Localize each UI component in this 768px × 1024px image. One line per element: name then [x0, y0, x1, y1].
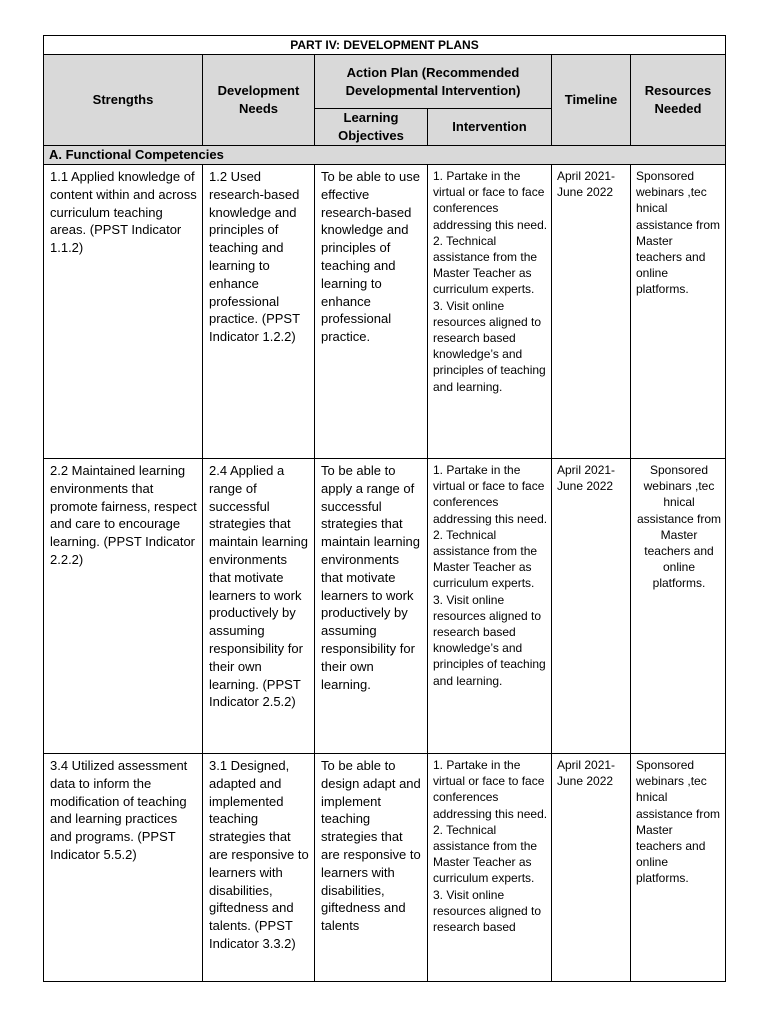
- development-plans-table: [43, 35, 726, 982]
- intervention-item: 2. Technical assistance from the Master Teacher as curriculum experts.: [433, 233, 538, 297]
- header-resources-needed: Resources Needed: [631, 55, 726, 146]
- development-need-cell: [203, 754, 315, 982]
- learning-objective-cell: [315, 754, 428, 982]
- intervention-item: 2. Technical assistance from the Master Teacher as curriculum experts.: [433, 527, 538, 591]
- development-need-text: 3.1 Designed, adapted and implemented teaching strategies that are responsive to learners with disabilities, giftedness and talents. (PPST Indicator 3.3.2): [209, 758, 309, 951]
- header-intervention: Intervention: [428, 109, 552, 146]
- table-row: [44, 754, 726, 982]
- learning-objective-cell: To be able to use effective research-based knowledge and principles of teaching and learning to enhance professional practice.: [315, 165, 428, 459]
- intervention-item: 3. Visit online resources aligned to research based: [433, 887, 542, 935]
- header-development-needs: Development Needs: [203, 55, 315, 146]
- table-row: [44, 165, 726, 459]
- intervention-cell: [428, 459, 552, 754]
- header-learning-objectives: Learning Objectives: [315, 109, 428, 146]
- header-strengths: Strengths: [44, 55, 203, 146]
- strength-cell: [44, 754, 203, 982]
- intervention-item: 3. Visit online resources aligned to research based knowledge’s and principles of teaching and learning.: [433, 592, 546, 688]
- resources-cell: Sponsored webinars ,tec hnical assistance from Master teachers and online platforms.: [631, 165, 726, 459]
- intervention-item: 1. Partake in the virtual or face to face conferences addressing this need.: [433, 169, 548, 232]
- timeline-cell: April 2021-June 2022: [552, 459, 631, 754]
- development-need-cell: 2.4 Applied a range of successful strategies that maintain learning environments that motivate learners to work productively by assuming responsibility for their own learning. (PPST Indicator 2.5.2): [203, 459, 315, 754]
- strength-cell: 1.1 Applied knowledge of content within and across curriculum teaching areas. (PPST Indicator 1.1.2): [44, 165, 203, 459]
- intervention-item: 1. Partake in the virtual or face to face conferences addressing this need.: [433, 463, 548, 526]
- table-title: PART IV: DEVELOPMENT PLANS: [44, 36, 726, 55]
- intervention-cell: [428, 754, 552, 982]
- timeline-text: April 2021-June 2022: [557, 758, 616, 789]
- table-row: [44, 459, 726, 754]
- learning-objective-text: To be able to design adapt and implement teaching strategies that are responsive to learners with disabilities, giftedness and talents: [321, 758, 421, 934]
- intervention-item: 1. Partake in the virtual or face to face conferences addressing this need.: [433, 758, 548, 821]
- intervention-item: 3. Visit online resources aligned to research based knowledge’s and principles of teaching and learning.: [433, 298, 546, 394]
- resources-text: Sponsored webinars ,tec hnical assistance from Master teachers and online platforms.: [636, 758, 721, 886]
- header-timeline: Timeline: [552, 55, 631, 146]
- intervention-cell: [428, 165, 552, 459]
- intervention-list: [433, 757, 548, 981]
- learning-objective-cell: To be able to apply a range of successful strategies that maintain learning environments that motivate learners to work productively by assuming responsibility for their own learning.: [315, 459, 428, 754]
- intervention-item: 2. Technical assistance from the Master Teacher as curriculum experts.: [433, 822, 538, 886]
- header-action-plan: Action Plan (Recommended Developmental Intervention): [315, 55, 552, 109]
- timeline-cell: [552, 754, 631, 982]
- section-functional-competencies: A. Functional Competencies: [44, 146, 726, 165]
- development-need-cell: 1.2 Used research-based knowledge and principles of teaching and learning to enhance professional practice. (PPST Indicator 1.2.2): [203, 165, 315, 459]
- resources-cell: Sponsored webinars ,tec hnical assistance from Master teachers and online platforms.: [631, 459, 726, 754]
- strength-text: 3.4 Utilized assessment data to inform the modification of teaching and learning practices and programs. (PPST Indicator 5.5.2): [50, 758, 188, 862]
- resources-cell: [631, 754, 726, 982]
- strength-cell: 2.2 Maintained learning environments that promote fairness, respect and care to encourage learning. (PPST Indicator 2.2.2): [44, 459, 203, 754]
- timeline-cell: April 2021-June 2022: [552, 165, 631, 459]
